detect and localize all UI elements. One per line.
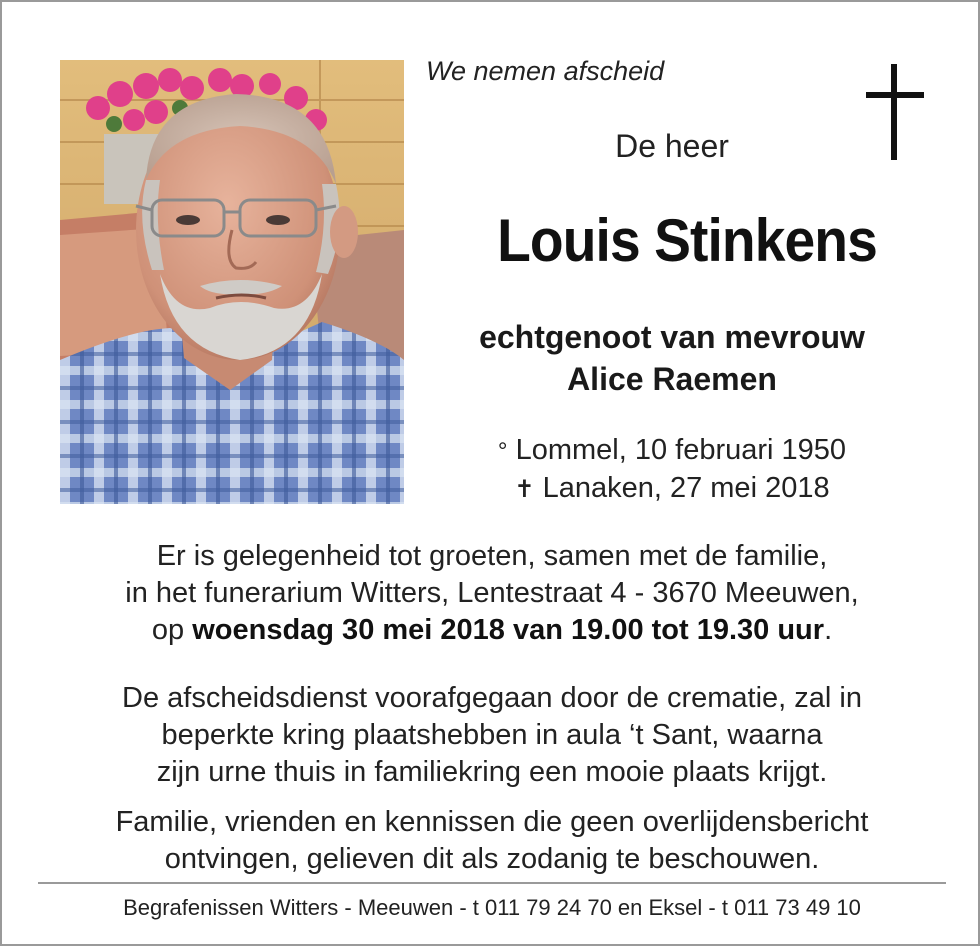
deceased-name: Louis Stinkens — [497, 207, 877, 274]
closing-paragraph — [42, 804, 942, 878]
visitation-line-2: in het funerarium Witters, Lentestraat 4 - 3670 Meeuwen, — [125, 577, 859, 609]
spouse-info — [422, 316, 922, 400]
closing-line-1: Familie, vrienden en kennissen die geen overlijdensbericht — [115, 806, 869, 838]
service-line-2: beperkte kring plaatshebben in aula ‘t Sant, waarna — [161, 719, 823, 751]
portrait-photo — [60, 60, 404, 504]
life-dates — [442, 432, 902, 508]
visitation-suffix: . — [824, 614, 833, 646]
cross-icon — [866, 64, 924, 160]
intro-text: We nemen afscheid — [426, 56, 665, 86]
death-cross-icon: ✝ — [514, 476, 535, 503]
visitation-line-3 — [42, 612, 942, 649]
visitation-paragraph — [42, 538, 942, 649]
footer-divider — [38, 882, 946, 884]
service-line-1: De afscheidsdienst voorafgegaan door de crematie, zal in — [122, 682, 862, 714]
birth-text: Lommel, 10 februari 1950 — [515, 434, 847, 466]
birth-symbol: ° — [497, 438, 508, 465]
salutation: De heer — [615, 128, 729, 164]
visitation-prefix: op — [151, 614, 185, 646]
spouse-name: Alice Raemen — [567, 361, 777, 397]
death-line — [442, 470, 902, 508]
funeral-home-footer: Begrafenissen Witters - Meeuwen - t 011 79 24 70 en Eksel - t 011 73 49 10 — [123, 895, 861, 920]
spouse-line-1: echtgenoot van mevrouw — [479, 319, 865, 355]
closing-line-2: ontvingen, gelieven dit als zodanig te beschouwen. — [164, 843, 820, 875]
visitation-line-1: Er is gelegenheid tot groeten, samen met de familie, — [156, 540, 828, 572]
birth-line — [442, 432, 902, 470]
death-text: Lanaken, 27 mei 2018 — [542, 472, 830, 504]
service-paragraph — [42, 680, 942, 791]
visitation-datetime: woensdag 30 mei 2018 van 19.00 tot 19.30 uur — [192, 614, 825, 646]
service-line-3: zijn urne thuis in familiekring een mooie plaats krijgt. — [156, 756, 828, 788]
